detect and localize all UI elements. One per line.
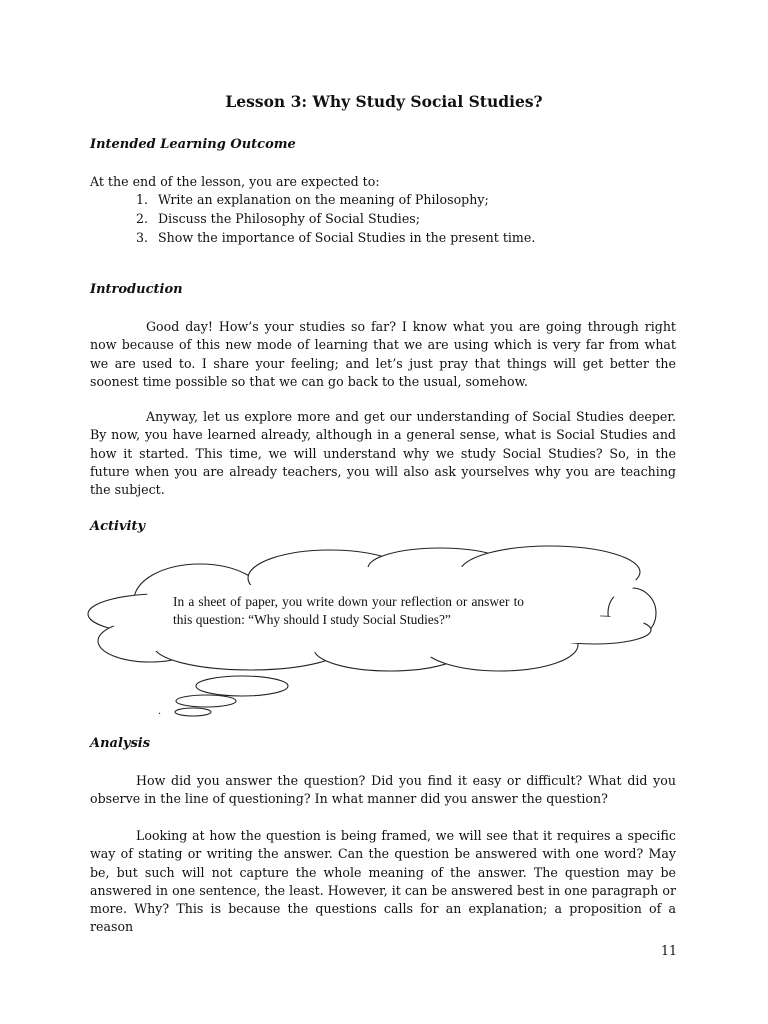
thought-bubble [176,695,236,707]
introduction-paragraph: Good day! How’s your studies so far? I know what you are going through right now because of this new mode of learning that we are using which is very far from what we are used to. I share your feeling; and let’s just pray that things will get better the soonest time possible so that we can go back to the usual, somehow. [90,319,676,389]
analysis-paragraph: How did you answer the question? Did you find it easy or difficult? What did you observe in the line of questioning? In what manner did you answer the question? [90,773,676,807]
outcome-item-number: 1. [136,192,149,207]
outcome-item-text: Show the importance of Social Studies in the present time. [158,230,536,245]
outcome-item-number: 3. [136,230,149,245]
introduction-heading: Introduction [90,282,183,297]
activity-heading: Activity [90,519,145,534]
page-number: 11 [660,943,677,958]
analysis-heading: Analysis [90,736,151,751]
outcome-heading: Intended Learning Outcome [90,137,296,152]
analysis-paragraph: Looking at how the question is being framed, we will see that it requires a specific way of stating or writing the answer. Can the question be answered with one word? May be, but such will not capture the whole meaning of the answer. The question may be answered in one sentence, the least. However, it can be answered best in one paragraph or more. Why? This is because the questions calls for an explanation; a proposition of a reason [90,828,676,935]
outcome-item-number: 2. [136,211,149,226]
outcome-item-text: Discuss the Philosophy of Social Studies; [158,211,420,226]
cloud-dot: . [158,703,161,717]
introduction-paragraph: Anyway, let us explore more and get our understanding of Social Studies deeper. By now, you have learned already, although in a general sense, what is Social Studies and how it started. This time, we will understand why we study Social Studies? So, in the future when you are already teachers, you will also ask yourselves why you are teaching the subject. [90,409,676,498]
activity-prompt: In a sheet of paper, you write down your reflection or answer to this question: “Why should I study Social Studies?” [173,594,524,627]
outcome-item-text: Write an explanation on the meaning of Philosophy; [158,192,489,207]
thought-bubble [175,708,211,716]
thought-bubble [196,676,288,696]
lesson-title: Lesson 3: Why Study Social Studies? [225,92,543,111]
outcome-intro: At the end of the lesson, you are expected to: [90,174,380,189]
